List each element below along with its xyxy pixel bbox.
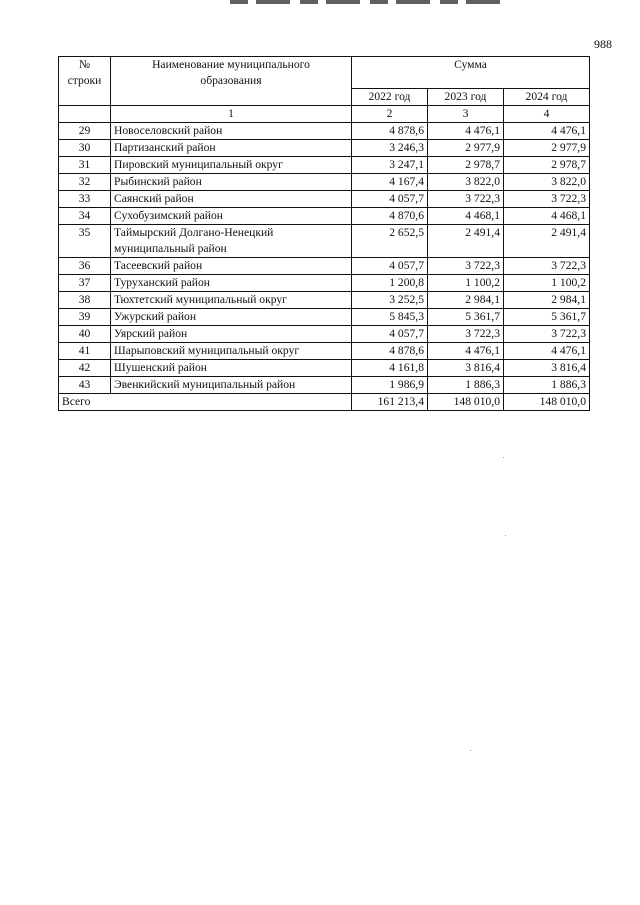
table-row xyxy=(59,309,590,326)
municipality-name: Пировский муниципальный округ xyxy=(111,157,352,174)
total-label: Всего xyxy=(59,394,352,411)
value-2023: 1 886,3 xyxy=(428,377,504,394)
table-row xyxy=(59,326,590,343)
row-number: 42 xyxy=(59,360,111,377)
table-row xyxy=(59,258,590,275)
row-number: 40 xyxy=(59,326,111,343)
header-name: Наименование муниципального образования xyxy=(111,57,352,106)
value-2022: 4 057,7 xyxy=(352,258,428,275)
value-2024: 3 816,4 xyxy=(504,360,590,377)
row-number: 29 xyxy=(59,123,111,140)
table-row xyxy=(59,174,590,191)
value-2023: 3 722,3 xyxy=(428,258,504,275)
total-v2023: 148 010,0 xyxy=(428,394,504,411)
municipality-name: Партизанский район xyxy=(111,140,352,157)
header-row xyxy=(59,57,590,89)
value-2022: 4 878,6 xyxy=(352,123,428,140)
scan-speck xyxy=(505,535,506,536)
col-index-4: 4 xyxy=(504,106,590,123)
municipality-name: Ужурский район xyxy=(111,309,352,326)
col-index-0 xyxy=(59,106,111,123)
table-body xyxy=(59,57,590,411)
value-2024: 2 491,4 xyxy=(504,225,590,258)
value-2024: 1 886,3 xyxy=(504,377,590,394)
total-v2024: 148 010,0 xyxy=(504,394,590,411)
value-2022: 1 986,9 xyxy=(352,377,428,394)
municipality-name: Таймырский Долгано-Ненецкий муниципальный район xyxy=(111,225,352,258)
col-index-2: 2 xyxy=(352,106,428,123)
table-row xyxy=(59,343,590,360)
table-row xyxy=(59,225,590,258)
value-2022: 3 252,5 xyxy=(352,292,428,309)
row-number: 43 xyxy=(59,377,111,394)
value-2024: 4 468,1 xyxy=(504,208,590,225)
header-row-no xyxy=(59,57,111,106)
municipality-name: Тюхтетский муниципальный округ xyxy=(111,292,352,309)
value-2023: 3 816,4 xyxy=(428,360,504,377)
header-year-2022: 2022 год xyxy=(352,89,428,106)
value-2022: 4 161,8 xyxy=(352,360,428,377)
municipality-name: Шарыповский муниципальный округ xyxy=(111,343,352,360)
row-number: 38 xyxy=(59,292,111,309)
header-year-2023: 2023 год xyxy=(428,89,504,106)
value-2022: 3 247,1 xyxy=(352,157,428,174)
table-row xyxy=(59,275,590,292)
header-row-no-line2: строки xyxy=(67,74,102,87)
municipality-name: Саянский район xyxy=(111,191,352,208)
value-2023: 2 491,4 xyxy=(428,225,504,258)
value-2022: 4 057,7 xyxy=(352,326,428,343)
value-2022: 2 652,5 xyxy=(352,225,428,258)
value-2023: 3 722,3 xyxy=(428,191,504,208)
table-row xyxy=(59,140,590,157)
table-row xyxy=(59,191,590,208)
municipality-name: Новоселовский район xyxy=(111,123,352,140)
row-number: 36 xyxy=(59,258,111,275)
header-year-2024: 2024 год xyxy=(504,89,590,106)
col-index-1: 1 xyxy=(111,106,352,123)
value-2024: 2 978,7 xyxy=(504,157,590,174)
value-2022: 1 200,8 xyxy=(352,275,428,292)
row-number: 41 xyxy=(59,343,111,360)
page-number: 988 xyxy=(594,37,612,51)
value-2023: 2 984,1 xyxy=(428,292,504,309)
total-row xyxy=(59,394,590,411)
header-sum: Сумма xyxy=(352,57,590,89)
column-number-row xyxy=(59,106,590,123)
value-2022: 4 057,7 xyxy=(352,191,428,208)
table-row xyxy=(59,123,590,140)
municipality-name: Эвенкийский муниципальный район xyxy=(111,377,352,394)
value-2023: 4 476,1 xyxy=(428,343,504,360)
value-2024: 5 361,7 xyxy=(504,309,590,326)
value-2023: 1 100,2 xyxy=(428,275,504,292)
scan-speck xyxy=(470,750,471,751)
municipality-name: Уярский район xyxy=(111,326,352,343)
value-2024: 2 984,1 xyxy=(504,292,590,309)
col-index-3: 3 xyxy=(428,106,504,123)
value-2024: 3 722,3 xyxy=(504,326,590,343)
municipality-name: Тасеевский район xyxy=(111,258,352,275)
value-2024: 3 822,0 xyxy=(504,174,590,191)
value-2024: 1 100,2 xyxy=(504,275,590,292)
total-v2022: 161 213,4 xyxy=(352,394,428,411)
municipality-name: Туруханский район xyxy=(111,275,352,292)
value-2023: 4 468,1 xyxy=(428,208,504,225)
municipality-name: Сухобузимский район xyxy=(111,208,352,225)
table-row xyxy=(59,292,590,309)
row-number: 32 xyxy=(59,174,111,191)
row-number: 31 xyxy=(59,157,111,174)
value-2022: 5 845,3 xyxy=(352,309,428,326)
value-2022: 4 870,6 xyxy=(352,208,428,225)
value-2024: 3 722,3 xyxy=(504,191,590,208)
value-2023: 5 361,7 xyxy=(428,309,504,326)
table-row xyxy=(59,157,590,174)
row-number: 30 xyxy=(59,140,111,157)
row-number: 33 xyxy=(59,191,111,208)
value-2024: 3 722,3 xyxy=(504,258,590,275)
row-number: 34 xyxy=(59,208,111,225)
value-2024: 4 476,1 xyxy=(504,343,590,360)
municipality-name: Рыбинский район xyxy=(111,174,352,191)
budget-table xyxy=(58,56,590,411)
scan-speck xyxy=(503,457,504,458)
value-2022: 3 246,3 xyxy=(352,140,428,157)
municipality-name: Шушенский район xyxy=(111,360,352,377)
value-2024: 4 476,1 xyxy=(504,123,590,140)
table-row xyxy=(59,377,590,394)
value-2022: 4 167,4 xyxy=(352,174,428,191)
table-row xyxy=(59,360,590,377)
value-2023: 2 977,9 xyxy=(428,140,504,157)
value-2022: 4 878,6 xyxy=(352,343,428,360)
row-number: 35 xyxy=(59,225,111,258)
value-2023: 2 978,7 xyxy=(428,157,504,174)
value-2023: 3 822,0 xyxy=(428,174,504,191)
value-2023: 4 476,1 xyxy=(428,123,504,140)
scan-artifact xyxy=(230,0,500,4)
table-row xyxy=(59,208,590,225)
row-number: 37 xyxy=(59,275,111,292)
header-row-no-line1: № xyxy=(78,58,91,71)
value-2024: 2 977,9 xyxy=(504,140,590,157)
value-2023: 3 722,3 xyxy=(428,326,504,343)
row-number: 39 xyxy=(59,309,111,326)
